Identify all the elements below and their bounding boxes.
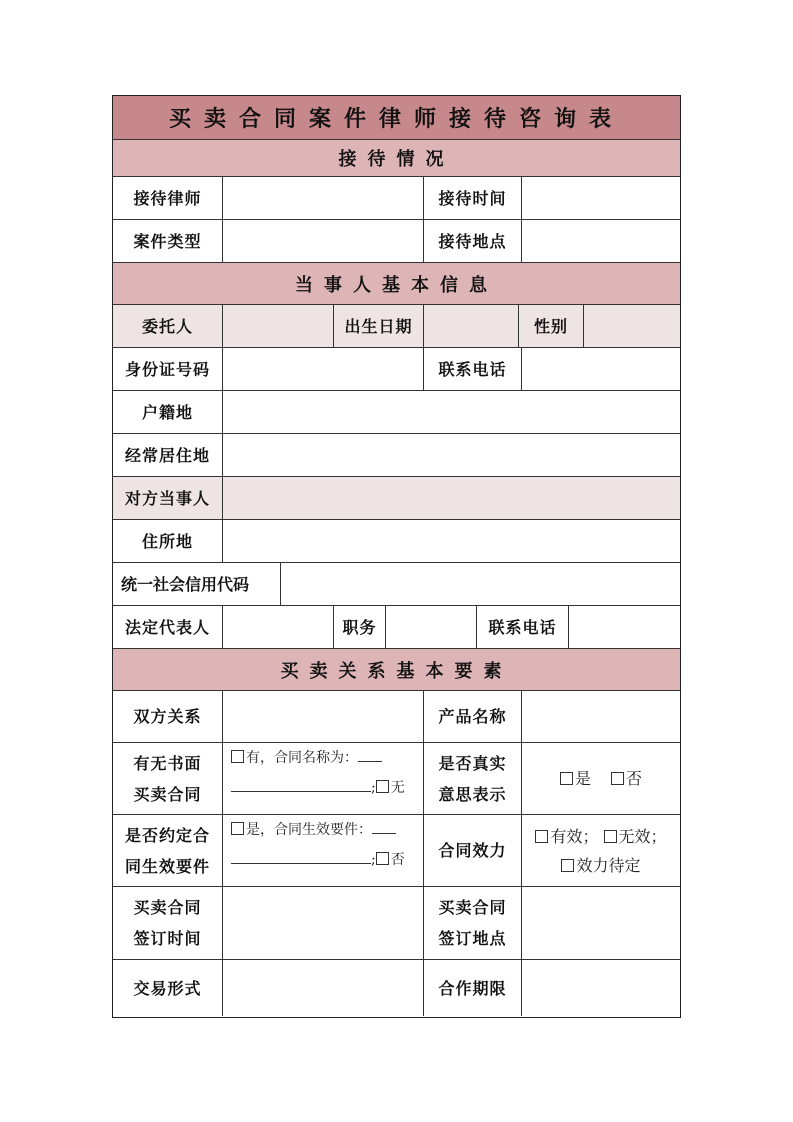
option-pending: 效力待定 [576,855,641,875]
label-credit-code: 统一社会信用代码 [113,563,281,605]
field-id-number[interactable] [223,348,424,390]
field-sign-time[interactable] [223,887,424,959]
section-reception-title: 接待情况 [338,149,455,170]
field-trade-form[interactable] [223,960,424,1016]
field-written-contract: 有，合同名称为： ; 无 [223,743,424,814]
checkbox-genuine-yes[interactable] [560,772,573,785]
row-client [113,305,680,348]
label-written-contract [113,743,223,814]
label-residence: 经常居住地 [113,434,223,476]
consultation-form [112,95,681,1018]
label-cond-line1: 是否约定合 [124,825,210,845]
label-genuine-line1: 是否真实 [438,753,507,773]
row-credit-code [113,563,680,606]
checkbox-cond-yes[interactable] [231,822,244,835]
option-genuine-yes: 是 [574,769,591,788]
option-written-no: 无 [390,780,405,796]
row-id-number [113,348,680,391]
label-genuine-intent [424,743,522,814]
field-domicile[interactable] [223,520,680,562]
field-validity [522,815,680,886]
row-written-contract [113,743,680,815]
row-relation [113,691,680,743]
field-genuine-intent [522,743,680,814]
field-case-type[interactable] [223,220,424,262]
label-phone2: 联系电话 [477,606,569,648]
checkbox-pending[interactable] [561,859,574,872]
row-legal-rep [113,606,680,649]
label-lawyer: 接待律师 [113,177,223,219]
label-sign-place [424,887,522,959]
section-reception-row [113,140,680,177]
checkbox-valid[interactable] [535,830,548,843]
label-sign-place-line2: 签订地点 [438,929,507,948]
option-cond-yes: 是，合同生效要件： [246,822,372,838]
label-household: 户籍地 [113,391,223,433]
row-domicile [113,520,680,563]
row-trade-form [113,960,680,1016]
field-gender[interactable] [584,305,680,347]
checkbox-cond-no[interactable] [376,852,389,865]
label-domicile: 住所地 [113,520,223,562]
label-reception-place: 接待地点 [424,220,522,262]
field-counterparty[interactable] [223,477,680,519]
checkbox-genuine-no[interactable] [611,772,624,785]
label-sign-place-line1: 买卖合同 [438,898,507,917]
field-product[interactable] [522,691,680,742]
label-id-number: 身份证号码 [113,348,223,390]
row-household [113,391,680,434]
checkbox-invalid[interactable] [604,830,617,843]
blank-contract-name-1[interactable] [358,761,382,762]
label-effective-condition [113,815,223,886]
label-gender: 性别 [519,305,584,347]
field-client[interactable] [223,305,334,347]
field-credit-code[interactable] [281,563,680,605]
label-cond-line2: 同生效要件 [124,856,210,876]
label-relation: 双方关系 [113,691,223,742]
form-title: 买卖合同案件律师接待咨询表 [168,106,624,132]
field-reception-place[interactable] [522,220,680,262]
row-counterparty [113,477,680,520]
label-validity: 合同效力 [424,815,522,886]
checkbox-written-no[interactable] [376,780,389,793]
option-valid: 有效； [550,826,599,846]
label-product: 产品名称 [424,691,522,742]
option-genuine-no: 否 [626,769,643,788]
option-invalid: 无效； [618,826,667,846]
row-sign-time [113,887,680,960]
blank-condition-2[interactable] [231,863,371,864]
row-effective-condition [113,815,680,887]
field-position[interactable] [386,606,477,648]
label-genuine-line2: 意思表示 [438,784,507,804]
field-sign-place[interactable] [522,887,680,959]
blank-contract-name-2[interactable] [231,791,371,792]
field-lawyer[interactable] [223,177,424,219]
label-position: 职务 [334,606,386,648]
blank-condition-1[interactable] [372,833,396,834]
label-client: 委托人 [113,305,223,347]
label-term: 合作期限 [424,960,522,1016]
field-phone2[interactable] [569,606,680,648]
row-lawyer [113,177,680,220]
section-party-row [113,263,680,305]
section-elements-title: 买卖关系基本要素 [280,660,513,682]
label-written-line1: 有无书面 [133,753,202,773]
label-reception-time: 接待时间 [424,177,522,219]
option-written-yes: 有，合同名称为： [246,750,358,766]
field-relation[interactable] [223,691,424,742]
section-party-title: 当事人基本信息 [295,274,498,296]
field-phone[interactable] [522,348,680,390]
field-reception-time[interactable] [522,177,680,219]
field-household[interactable] [223,391,680,433]
label-trade-form: 交易形式 [113,960,223,1016]
field-legal-rep[interactable] [223,606,334,648]
label-sign-time-line2: 签订时间 [133,929,202,948]
row-residence [113,434,680,477]
form-title-row [113,96,680,140]
label-written-line2: 买卖合同 [133,784,202,804]
option-cond-no: 否 [390,852,405,868]
checkbox-written-yes[interactable] [231,750,244,763]
field-residence[interactable] [223,434,680,476]
label-counterparty: 对方当事人 [113,477,223,519]
label-sign-time-line1: 买卖合同 [133,898,202,917]
label-sign-time [113,887,223,959]
field-birth-date[interactable] [424,305,519,347]
field-term[interactable] [522,960,680,1016]
label-legal-rep: 法定代表人 [113,606,223,648]
field-effective-condition: 是，合同生效要件： ; 否 [223,815,424,886]
label-birth-date: 出生日期 [334,305,424,347]
label-phone: 联系电话 [424,348,522,390]
label-case-type: 案件类型 [113,220,223,262]
section-elements-row [113,649,680,691]
row-case-type [113,220,680,263]
